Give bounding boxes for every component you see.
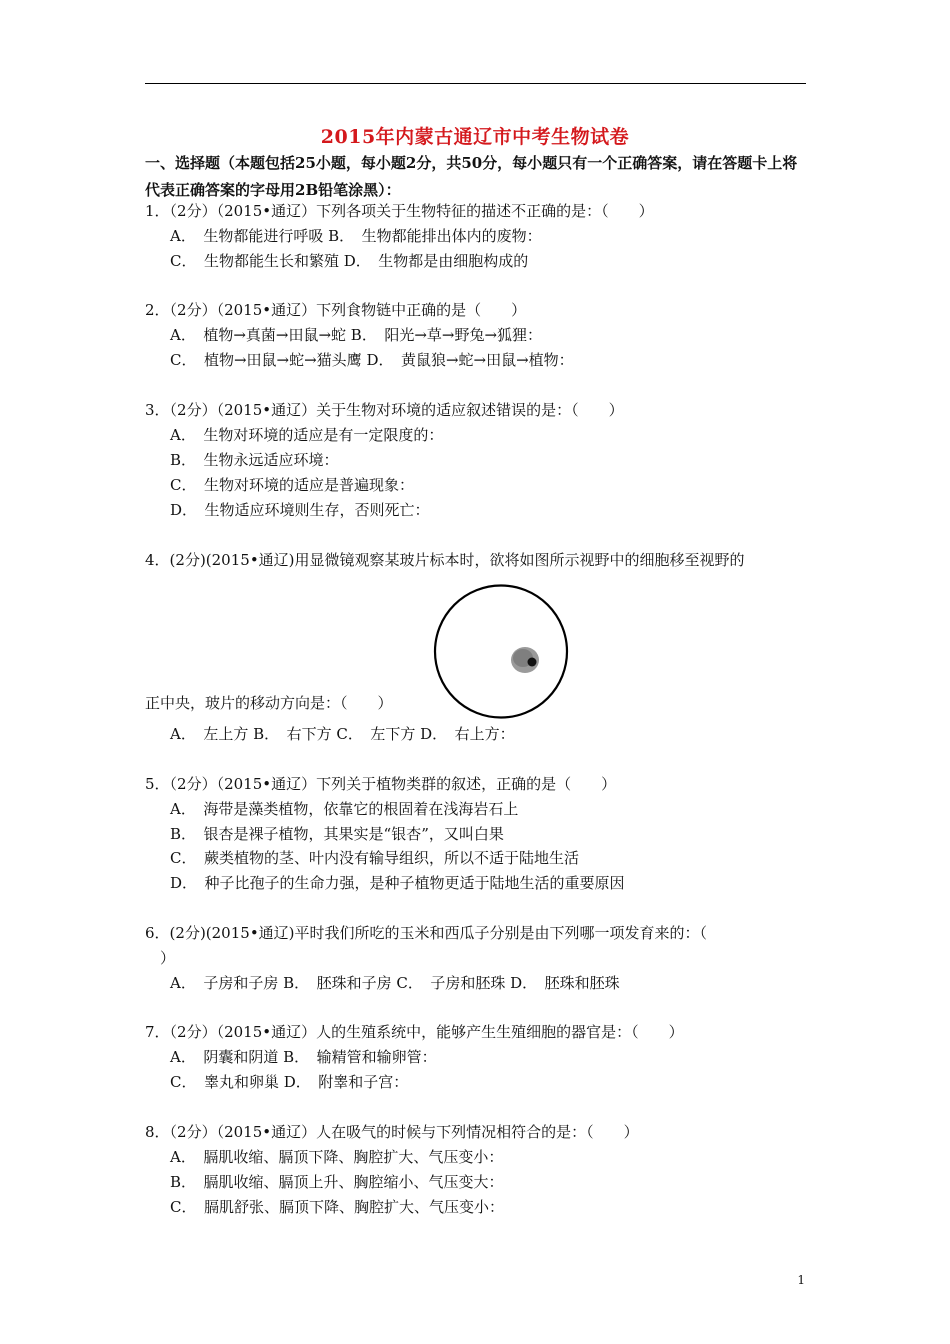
question-3-option-row: C． 生物对环境的适应是普遍现象： [170, 476, 414, 494]
question-5-option-row: A． 海带是藻类植物，依靠它的根固着在浅海岩石上 [170, 800, 519, 818]
question-3-stem: 3．（2分）（2015•通辽）关于生物对环境的适应叙述错误的是：（ ） [145, 401, 624, 419]
question-3-option-row: A． 生物对环境的适应是有一定限度的： [170, 426, 444, 444]
question-4-stem-continued: 正中央，玻片的移动方向是：（ ） [145, 694, 393, 712]
question-4-stem: 4．(2分)(2015•通辽)用显微镜观察某玻片标本时，欲将如图所示视野中的细胞移至视野的 [145, 551, 745, 569]
question-8-option-row: B． 膈肌收缩、膈顶上升、胸腔缩小、气压变大： [170, 1173, 504, 1191]
question-7-option-row: C． 睾丸和卵巢 D． 附睾和子宫： [170, 1073, 409, 1091]
question-1-option-row: A． 生物都能进行呼吸 B． 生物都能排出体内的废物： [170, 227, 542, 245]
cell-nucleus [528, 658, 537, 667]
question-1-option-row: C． 生物都能生长和繁殖 D． 生物都是由细胞构成的 [170, 252, 529, 270]
question-6-stem: 6．(2分)(2015•通辽)平时我们所吃的玉米和西瓜子分别是由下列哪一项发育来的：（ [145, 924, 708, 942]
question-3-option-row: D． 生物适应环境则生存，否则死亡： [170, 501, 430, 519]
question-2-stem: 2．（2分）（2015•通辽）下列食物链中正确的是（ ） [145, 301, 527, 319]
question-8-stem: 8．（2分）（2015•通辽）人在吸气的时候与下列情况相符合的是：（ ） [145, 1123, 639, 1141]
question-5-option-row: B． 银杏是裸子植物，其果实是“银杏”，又叫白果 [170, 825, 504, 843]
microscope-field-figure [433, 583, 569, 720]
question-7-option-row: A． 阴囊和阴道 B． 输精管和输卵管： [170, 1048, 437, 1066]
header-rule [145, 83, 806, 84]
question-2-option-row: A． 植物→真菌→田鼠→蛇 B． 阳光→草→野兔→狐狸： [170, 326, 543, 344]
question-7-stem: 7．（2分）（2015•通辽）人的生殖系统中，能够产生生殖细胞的器官是：（ ） [145, 1023, 684, 1041]
page-number: 1 [797, 1273, 805, 1287]
question-3-option-row: B． 生物永远适应环境： [170, 451, 339, 469]
question-4-option-row: A． 左上方 B． 右下方 C． 左下方 D． 右上方： [170, 725, 515, 743]
question-6-stem-continued: ） [145, 949, 176, 967]
question-5-stem: 5．（2分）（2015•通辽）下列关于植物类群的叙述，正确的是（ ） [145, 775, 617, 793]
question-1-stem: 1．（2分）（2015•通辽）下列各项关于生物特征的描述不正确的是：（ ） [145, 202, 654, 220]
question-2-option-row: C． 植物→田鼠→蛇→猫头鹰 D． 黄鼠狼→蛇→田鼠→植物： [170, 351, 574, 369]
question-6-option-row: A． 子房和子房 B． 胚珠和子房 C． 子房和胚珠 D． 胚珠和胚珠 [170, 974, 620, 992]
question-5-option-row: C． 蕨类植物的茎、叶内没有输导组织，所以不适于陆地生活 [170, 849, 579, 867]
page-title: 2015年内蒙古通辽市中考生物试卷 [320, 126, 630, 148]
question-8-option-row: A． 膈肌收缩、膈顶下降、胸腔扩大、气压变小： [170, 1148, 504, 1166]
field-of-view-circle [435, 586, 567, 718]
question-5-option-row: D． 种子比孢子的生命力强，是种子植物更适于陆地生活的重要原因 [170, 874, 625, 892]
section-heading: 一、选择题（本题包括25小题，每小题2分，共50分，每小题只有一个正确答案，请在答题卡上将代表正确答案的字母用2B铅笔涂黑）： [145, 154, 798, 199]
question-8-option-row: C． 膈肌舒张、膈顶下降、胸腔扩大、气压变小： [170, 1198, 504, 1216]
